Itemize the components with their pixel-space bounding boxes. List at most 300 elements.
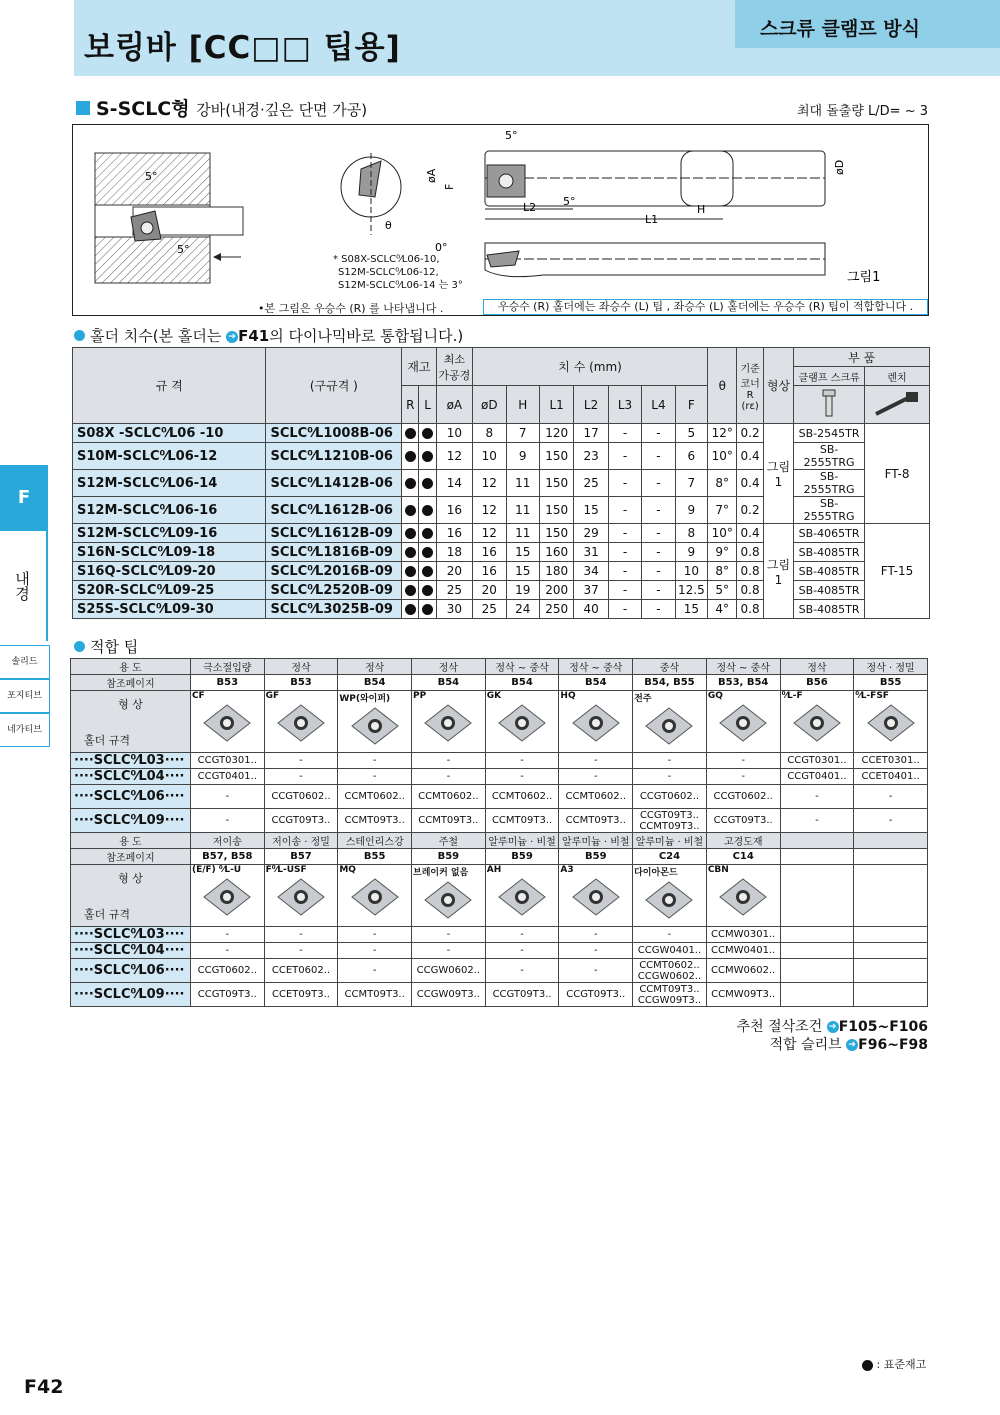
cell-f: 6 xyxy=(675,443,707,470)
insert-icon xyxy=(413,703,484,743)
stock-cell xyxy=(402,543,419,562)
side-tabs xyxy=(0,645,50,747)
cell-l1: 150 xyxy=(539,470,573,497)
tip-cell: - xyxy=(338,959,412,983)
stock-cell xyxy=(419,497,436,524)
angle-label: 5° xyxy=(145,170,158,183)
cell-f: 12.5 xyxy=(675,581,707,600)
tip-cell: - xyxy=(706,753,780,769)
insert-icon xyxy=(708,877,779,917)
cell-l3: - xyxy=(608,443,641,470)
stock-dot-icon xyxy=(405,528,416,539)
table-row xyxy=(71,769,928,785)
cell-th: 10° xyxy=(708,443,737,470)
ref-label: 참조페이지 xyxy=(71,675,191,691)
holder-type: ····SCLC⁰⁄L03···· xyxy=(71,927,191,943)
holder-spec: S12M-SCLC⁰⁄L06-14 xyxy=(73,470,266,497)
insert-cell xyxy=(854,865,928,927)
table-row xyxy=(71,809,928,833)
cell-l4: - xyxy=(642,562,675,581)
shape-label: 형 상 xyxy=(118,871,143,885)
screw-cell: SB-2555TRG xyxy=(794,470,865,497)
cell-f: 9 xyxy=(675,543,707,562)
cell-l2: 25 xyxy=(574,470,608,497)
tip-cell: CCGT09T3.. xyxy=(559,983,633,1007)
table-row xyxy=(71,983,928,1007)
cutting-ref: 추천 절삭조건 ➔ F105~F106 xyxy=(736,1019,928,1035)
insert-icon xyxy=(339,706,410,746)
ref-cell[interactable]: B59 xyxy=(485,849,559,865)
category-label: 스크류 클램프 방식 xyxy=(759,18,920,40)
insert-cell[interactable] xyxy=(485,691,559,753)
ref-cell xyxy=(780,849,854,865)
stock-cell xyxy=(402,443,419,470)
insert-cell[interactable] xyxy=(264,865,338,927)
tip-cell: CCGT09T3.. xyxy=(190,983,264,1007)
insert-name: 전주 xyxy=(634,694,652,704)
insert-cell[interactable] xyxy=(190,865,264,927)
arrow-icon: ➔ xyxy=(846,1039,858,1051)
svg-text:θ: θ xyxy=(385,219,392,232)
stock-cell xyxy=(402,600,419,619)
tip-cell: CCMT09T3.. xyxy=(338,983,412,1007)
tip-cell: - xyxy=(338,769,412,785)
tip-cell: CCGT09T3.. CCMT09T3.. xyxy=(633,809,707,833)
insert-cell xyxy=(780,865,854,927)
table-row xyxy=(73,581,930,600)
insert-icon xyxy=(413,880,484,920)
insert-name: CF xyxy=(191,691,205,701)
cell-a: 14 xyxy=(436,470,472,497)
insert-cell[interactable] xyxy=(854,691,928,753)
stock-dot-icon xyxy=(405,478,416,489)
holder-type: ····SCLC⁰⁄L04···· xyxy=(71,769,191,785)
tip-cell: - xyxy=(485,753,559,769)
stock-dot-icon xyxy=(422,566,433,577)
insert-cell[interactable] xyxy=(412,865,486,927)
page-header xyxy=(0,0,1000,76)
stock-dot-icon xyxy=(422,478,433,489)
holder-spec-label: 홀더 규격 xyxy=(84,733,131,747)
use-cell xyxy=(854,833,928,849)
insert-icon xyxy=(339,877,410,917)
table-row xyxy=(73,424,930,443)
cell-l1: 150 xyxy=(539,497,573,524)
tip-cell: - xyxy=(264,927,338,943)
tip-cell: - xyxy=(633,769,707,785)
tip-cell xyxy=(854,983,928,1007)
cell-h: 24 xyxy=(506,600,539,619)
side-tab-solid[interactable]: 솔리드 xyxy=(0,645,50,679)
holder-spec: S20R-SCLC⁰⁄L09-25 xyxy=(73,581,266,600)
tip-cell: - xyxy=(412,943,486,959)
stock-dot-icon xyxy=(422,604,433,615)
use-cell: 정삭 xyxy=(338,659,412,675)
cell-l3: - xyxy=(608,600,641,619)
tip-cell: - xyxy=(854,785,928,809)
tip-cell: CCMW09T3.. xyxy=(706,983,780,1007)
holder-type: ····SCLC⁰⁄L06···· xyxy=(71,785,191,809)
cell-l4: - xyxy=(642,497,675,524)
tip-cell: CCGT0401.. xyxy=(190,769,264,785)
insert-icon xyxy=(266,877,337,917)
use-cell: 정삭 · 정밀 xyxy=(854,659,928,675)
use-cell: 저이송 xyxy=(190,833,264,849)
insert-name: GQ xyxy=(707,691,723,701)
insert-cell[interactable] xyxy=(780,691,854,753)
tips-use-row xyxy=(71,659,928,675)
cell-h: 11 xyxy=(506,497,539,524)
side-tab-negative[interactable]: 네가티브 xyxy=(0,713,50,747)
cell-l4: - xyxy=(642,443,675,470)
tip-cell: - xyxy=(559,943,633,959)
use-cell: 고경도재 xyxy=(706,833,780,849)
ref-cell[interactable]: B53 xyxy=(190,675,264,691)
ref-cell[interactable]: B59 xyxy=(559,849,633,865)
stock-dot-icon xyxy=(422,428,433,439)
holder-spec: S25S-SCLC⁰⁄L09-30 xyxy=(73,600,266,619)
holder-old-spec: SCLC⁰⁄L1412B-06 xyxy=(266,470,402,497)
table-row xyxy=(73,524,930,543)
cell-f: 10 xyxy=(675,562,707,581)
screw-cell: SB-4065TR xyxy=(794,524,865,543)
use-label: 용 도 xyxy=(71,833,191,849)
cell-r: 0.4 xyxy=(737,524,763,543)
cell-l2: 37 xyxy=(574,581,608,600)
stock-dot-icon xyxy=(422,585,433,596)
shape-holder-label xyxy=(71,865,191,927)
use-cell: 정삭 ~ 중삭 xyxy=(559,659,633,675)
holder-drawing xyxy=(73,125,930,317)
tip-cell: - xyxy=(190,809,264,833)
tip-cell: - xyxy=(412,753,486,769)
stock-dot-icon xyxy=(862,1360,873,1371)
bullet-icon xyxy=(74,330,85,341)
page-number: F42 xyxy=(24,1376,64,1398)
cell-th: 4° xyxy=(708,600,737,619)
cell-a: 16 xyxy=(436,524,472,543)
sleeve-ref-link[interactable]: F96~F98 xyxy=(858,1037,928,1053)
stock-dot-icon xyxy=(405,566,416,577)
ref-cell[interactable]: B54, B55 xyxy=(633,675,707,691)
cell-a: 20 xyxy=(436,562,472,581)
cell-r: 0.8 xyxy=(737,543,763,562)
side-index-vertical xyxy=(0,531,48,641)
stock-cell xyxy=(419,524,436,543)
ref-cell[interactable]: C24 xyxy=(633,849,707,865)
stock-cell xyxy=(402,562,419,581)
holder-spec: S10M-SCLC⁰⁄L06-12 xyxy=(73,443,266,470)
tip-cell: CCGT09T3.. xyxy=(485,983,559,1007)
insert-name: PP xyxy=(413,691,427,701)
ref-cell[interactable]: B53 xyxy=(264,675,338,691)
cell-l3: - xyxy=(608,470,641,497)
table-row xyxy=(71,753,928,769)
table-row xyxy=(73,443,930,470)
cell-h: 9 xyxy=(506,443,539,470)
screw-cell: SB-4085TR xyxy=(794,543,865,562)
holder-table: 규 격 (구규격 ) 재고 최소 가공경 치 수 (mm) θ 기준코너R (rε) 형상 부 품 클램프 스크류 렌치 R L øA øD H L1 L2 L3 L4 F S08X -SCLC⁰⁄L06 -10 SCLC⁰⁄L1008B-06 10 8 7 120 17 - - 5 12° 0.2 그림1 SB-2545TR FT-8 S10M-SCLC⁰⁄L06-12 SCLC⁰⁄L1210B-06 12 10 9 150 23 - - 6 10° 0.4 SB-2555TRG S12M-SCLC⁰⁄L06-14 SCLC⁰⁄L1412B-06 14 12 11 150 25 - - 7 8° 0.4 SB-2555TRG S12M-SCLC⁰⁄L06-16 SCLC⁰⁄L1612B-06 16 12 11 150 15 - - 9 7° 0.2 SB-2555TRG S12M-SCLC⁰⁄L09-16 SCLC⁰⁄L1612B-09 16 12 11 150 29 - - 8 10° 0.4 그림1 SB-4065TR FT-15 S16N-SCLC⁰⁄L09-18 SCLC⁰⁄L1816B-09 18 16 15 160 31 - - 9 9° 0.8 SB-4085TR S16Q-SCLC⁰⁄L09-20 SCLC⁰⁄L2016B-09 20 16 15 180 34 - - 10 8° 0.8 SB-4085TR S20R-SCLC⁰⁄L09-25 SCLC⁰⁄L2520B-09 25 20 19 200 37 - - 12.5 5° 0.8 SB-4085TR S25S-SCLC⁰⁄L09-30 SCLC⁰⁄L3025B-09 30 25 24 250 40 - - 15 4° 0.8 SB-4085TR xyxy=(72,347,930,619)
use-cell: 정삭 ~ 중삭 xyxy=(706,659,780,675)
stock-cell xyxy=(419,600,436,619)
table-row xyxy=(73,470,930,497)
insert-cell[interactable] xyxy=(264,691,338,753)
insert-name: HQ xyxy=(560,691,576,701)
insert-cell[interactable] xyxy=(412,691,486,753)
screw-cell: SB-2555TRG xyxy=(794,497,865,524)
tip-cell: CCET09T3.. xyxy=(264,983,338,1007)
ref-cell[interactable]: B55 xyxy=(338,849,412,865)
use-cell: 알루미늄 · 비철 xyxy=(485,833,559,849)
cell-d: 16 xyxy=(473,543,506,562)
max-overhang: 최대 돌출량 L/D= ~ 3 xyxy=(796,104,928,119)
cell-l3: - xyxy=(608,562,641,581)
stock-dot-icon xyxy=(405,604,416,615)
tip-cell: - xyxy=(264,769,338,785)
side-index-f[interactable]: F xyxy=(0,465,48,531)
cell-a: 10 xyxy=(436,424,472,443)
holder-old-spec: SCLC⁰⁄L1210B-06 xyxy=(266,443,402,470)
tip-cell: - xyxy=(412,927,486,943)
cell-th: 7° xyxy=(708,497,737,524)
tip-cell: CCGT0301.. xyxy=(190,753,264,769)
insert-cell[interactable] xyxy=(559,691,633,753)
screw-cell: SB-4085TR xyxy=(794,562,865,581)
stock-cell xyxy=(419,443,436,470)
use-cell: 중삭 xyxy=(633,659,707,675)
insert-icon xyxy=(782,703,853,743)
cell-l1: 250 xyxy=(539,600,573,619)
insert-cell[interactable] xyxy=(706,865,780,927)
shape-label: 형 상 xyxy=(118,697,143,711)
tip-cell: CCET0301.. xyxy=(854,753,928,769)
tip-cell: CCMT0602.. xyxy=(338,785,412,809)
holder-old-spec: SCLC⁰⁄L2520B-09 xyxy=(266,581,402,600)
cell-h: 11 xyxy=(506,470,539,497)
cell-l2: 34 xyxy=(574,562,608,581)
insert-icon xyxy=(487,877,558,917)
side-vertical-label: 내경 xyxy=(13,571,31,601)
insert-cell[interactable] xyxy=(633,865,707,927)
tip-cell xyxy=(780,959,854,983)
insert-cell[interactable] xyxy=(633,691,707,753)
cell-l2: 15 xyxy=(574,497,608,524)
tip-cell xyxy=(780,927,854,943)
tip-cell: CCGW0602.. xyxy=(412,959,486,983)
tip-cell: - xyxy=(559,769,633,785)
svg-text:F: F xyxy=(443,183,456,190)
insert-icon xyxy=(192,703,263,743)
cell-f: 8 xyxy=(675,524,707,543)
cell-th: 5° xyxy=(708,581,737,600)
tip-cell: CCGT0602.. xyxy=(706,785,780,809)
cell-a: 25 xyxy=(436,581,472,600)
cell-a: 16 xyxy=(436,497,472,524)
table-row xyxy=(71,943,928,959)
cell-l1: 160 xyxy=(539,543,573,562)
use-cell: 정삭 ~ 중삭 xyxy=(485,659,559,675)
stock-cell xyxy=(402,470,419,497)
ref-cell[interactable]: B57, B58 xyxy=(190,849,264,865)
square-icon xyxy=(76,101,90,115)
screw-cell: SB-4085TR xyxy=(794,581,865,600)
cell-th: 8° xyxy=(708,470,737,497)
tip-cell: - xyxy=(190,943,264,959)
cutting-ref-link[interactable]: F105~F106 xyxy=(838,1019,928,1035)
holder-spec: S08X -SCLC⁰⁄L06 -10 xyxy=(73,424,266,443)
svg-text:H: H xyxy=(697,203,706,216)
cell-r: 0.4 xyxy=(737,443,763,470)
stock-cell xyxy=(419,562,436,581)
insert-cell[interactable] xyxy=(338,691,412,753)
use-cell: 스테인리스강 xyxy=(338,833,412,849)
tips-ref-row xyxy=(71,849,928,865)
ref-cell[interactable]: B54 xyxy=(412,675,486,691)
tip-cell: - xyxy=(264,753,338,769)
svg-text:5°: 5° xyxy=(505,129,518,142)
cell-d: 16 xyxy=(473,562,506,581)
insert-icon xyxy=(708,703,779,743)
tip-cell: - xyxy=(485,959,559,983)
insert-icon xyxy=(487,703,558,743)
cell-l2: 23 xyxy=(574,443,608,470)
stock-cell xyxy=(419,543,436,562)
ref-cell[interactable]: B56 xyxy=(780,675,854,691)
insert-name: GF xyxy=(265,691,280,701)
tip-cell: - xyxy=(485,943,559,959)
tip-cell xyxy=(780,983,854,1007)
holder-old-spec: SCLC⁰⁄L1816B-09 xyxy=(266,543,402,562)
table-row xyxy=(73,562,930,581)
cell-l3: - xyxy=(608,424,641,443)
tip-cell: - xyxy=(338,753,412,769)
ref-cell[interactable]: B59 xyxy=(412,849,486,865)
ref-cell[interactable]: B57 xyxy=(264,849,338,865)
tip-cell: - xyxy=(190,785,264,809)
insert-name: GK xyxy=(486,691,502,701)
holder-old-spec: SCLC⁰⁄L1008B-06 xyxy=(266,424,402,443)
stock-cell xyxy=(419,581,436,600)
holder-type: ····SCLC⁰⁄L06···· xyxy=(71,959,191,983)
ref-cell[interactable]: C14 xyxy=(706,849,780,865)
section-title xyxy=(76,94,367,121)
stock-dot-icon xyxy=(405,585,416,596)
tip-cell: - xyxy=(559,927,633,943)
holder-old-spec: SCLC⁰⁄L1612B-09 xyxy=(266,524,402,543)
tip-cell xyxy=(854,927,928,943)
holder-type: ····SCLC⁰⁄L09···· xyxy=(71,983,191,1007)
cell-th: 10° xyxy=(708,524,737,543)
bullet-icon xyxy=(74,641,85,652)
section-subtitle: 강바(내경·깊은 단면 가공) xyxy=(196,101,368,119)
tips-use-row xyxy=(71,833,928,849)
table-row xyxy=(71,959,928,983)
tip-cell: - xyxy=(780,785,854,809)
ref-cell xyxy=(854,849,928,865)
cell-l4: - xyxy=(642,524,675,543)
insert-cell[interactable] xyxy=(338,865,412,927)
stock-dot-icon xyxy=(405,505,416,516)
tip-cell: CCGT0602.. xyxy=(264,785,338,809)
cell-h: 11 xyxy=(506,524,539,543)
cell-f: 15 xyxy=(675,600,707,619)
cell-r: 0.8 xyxy=(737,600,763,619)
tip-cell: CCGW0401.. xyxy=(633,943,707,959)
stock-cell xyxy=(402,497,419,524)
ref-cell[interactable]: B54 xyxy=(485,675,559,691)
ref-cell[interactable]: B54 xyxy=(338,675,412,691)
tip-cell: CCGT0401.. xyxy=(780,769,854,785)
cell-d: 20 xyxy=(473,581,506,600)
tip-cell: - xyxy=(338,943,412,959)
svg-text:0°: 0° xyxy=(435,241,448,254)
wrench-cell: FT-15 xyxy=(865,524,930,619)
tip-cell: - xyxy=(264,943,338,959)
holder-spec: S12M-SCLC⁰⁄L09-16 xyxy=(73,524,266,543)
cell-a: 12 xyxy=(436,443,472,470)
tip-cell: - xyxy=(412,769,486,785)
use-cell: 저이송 · 정밀 xyxy=(264,833,338,849)
holder-old-spec: SCLC⁰⁄L3025B-09 xyxy=(266,600,402,619)
ref-cell[interactable]: B55 xyxy=(854,675,928,691)
stock-dot-icon xyxy=(422,547,433,558)
cell-d: 12 xyxy=(473,497,506,524)
insert-icon xyxy=(192,877,263,917)
holder-type: ····SCLC⁰⁄L09···· xyxy=(71,809,191,833)
insert-cell[interactable] xyxy=(559,865,633,927)
cell-th: 9° xyxy=(708,543,737,562)
holder-title: 홀더 치수(본 홀더는 ➔ F41의 다이나믹바로 통합됩니다.) xyxy=(74,325,463,346)
cell-d: 12 xyxy=(473,470,506,497)
tip-cell: CCGW09T3.. xyxy=(412,983,486,1007)
stock-cell xyxy=(402,524,419,543)
use-cell xyxy=(780,833,854,849)
tip-cell: CCMT0602.. CCGW0602.. xyxy=(633,959,707,983)
insert-icon xyxy=(560,877,631,917)
arrow-icon: ➔ xyxy=(827,1021,839,1033)
holder-ref-link[interactable]: F41 xyxy=(238,327,270,345)
insert-cell[interactable] xyxy=(485,865,559,927)
ref-cell[interactable]: B54 xyxy=(559,675,633,691)
diagram-note-right: 우승수 (R) 홀더에는 좌승수 (L) 팁 , 좌승수 (L) 홀더에는 우승수 (R) 팁이 적합합니다 . xyxy=(483,299,928,315)
stock-dot-icon xyxy=(405,428,416,439)
side-tab-positive[interactable]: 포지티브 xyxy=(0,679,50,713)
svg-text:5°: 5° xyxy=(563,195,576,208)
tip-cell: CCMT09T3.. xyxy=(412,809,486,833)
ref-cell[interactable]: B53, B54 xyxy=(706,675,780,691)
tip-cell: - xyxy=(485,927,559,943)
section-model: S-SCLC형 xyxy=(96,98,190,120)
cell-h: 15 xyxy=(506,543,539,562)
stock-dot-icon xyxy=(422,451,433,462)
table-row xyxy=(71,927,928,943)
cell-d: 12 xyxy=(473,524,506,543)
insert-cell[interactable] xyxy=(706,691,780,753)
cell-l4: - xyxy=(642,543,675,562)
use-cell: 알루미늄 · 비철 xyxy=(633,833,707,849)
cell-a: 18 xyxy=(436,543,472,562)
insert-cell[interactable] xyxy=(190,691,264,753)
holder-type: ····SCLC⁰⁄L04···· xyxy=(71,943,191,959)
figure-label: 그림1 xyxy=(847,270,881,285)
cell-l4: - xyxy=(642,470,675,497)
use-cell: 정삭 xyxy=(264,659,338,675)
tips-ref-row xyxy=(71,675,928,691)
cell-r: 0.8 xyxy=(737,562,763,581)
wrench-icon xyxy=(865,386,930,424)
insert-name: ⁰⁄L-FSF xyxy=(855,691,889,701)
insert-name: AH xyxy=(486,865,502,875)
